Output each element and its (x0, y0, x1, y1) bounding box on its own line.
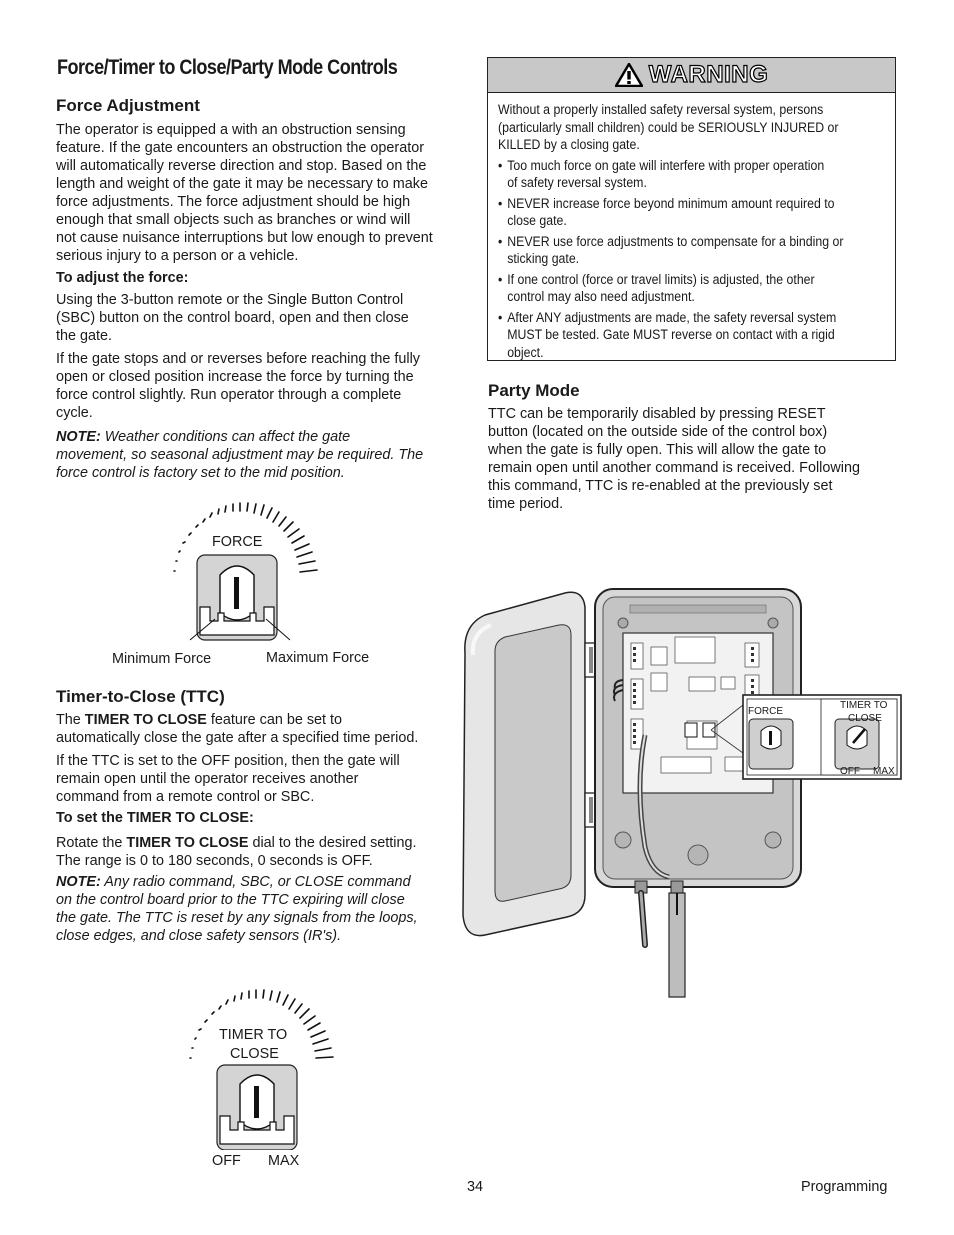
ttc-dial-illustration (180, 980, 350, 1150)
force-intro-paragraph: The operator is equipped a with an obstruction sensing feature. If the gate encounters an obstruction the operator will automatically reverse direction and stop. Based on the length and weight of the gate it may be necessary to make force adjustments. The force adjustment should be high enough that small objects such as branches or wind will not cause nuisance interruptions but low enough to prevent serious injury to a person or a vehicle. (56, 122, 433, 264)
ttc-paragraph-2: If the TTC is set to the OFF position, then the gate will remain open until the operator receives another command from a remote control or SBC. (56, 753, 400, 805)
warning-bullet-1: • Too much force on gate will interfere with proper operation of safety reversal system. (498, 157, 825, 190)
force-dial-illustration (160, 495, 340, 645)
party-mode-paragraph: TTC can be temporarily disabled by pressing RESET button (located on the outside side of the control box) when the gate is fully open. This will allow the gate to remain open until another command is received. Following this command, TTC is re-enabled at the previously set time period. (488, 406, 860, 512)
maximum-force-label: Maximum Force (266, 650, 370, 666)
warning-intro: Without a properly installed safety reversal system, persons (particularly small children) could be SERIOUSLY INJURED or KILLED by a closing gate. (498, 102, 839, 152)
control-box-illustration (455, 585, 905, 1005)
party-mode-heading: Party Mode (488, 381, 580, 400)
box-max-label: MAX (873, 766, 895, 777)
warning-box (487, 57, 896, 361)
ttc-dial-label-1: TIMER TO (219, 1027, 288, 1043)
ttc-dial-label-2: CLOSE (230, 1046, 279, 1062)
force-step2-paragraph: If the gate stops and or reverses before reaching the fully open or closed position increase the force by turning the force control slightly. Run operator through a complete cycle. (56, 351, 420, 421)
ttc-off-label: OFF (212, 1153, 241, 1169)
box-force-label: FORCE (748, 706, 783, 717)
force-note: NOTE: Weather conditions can affect the gate movement, so seasonal adjustment may be required. The force control is factory set to the mid position. (56, 429, 424, 481)
ttc-note: NOTE: Any radio command, SBC, or CLOSE command on the control board prior to the TTC expiring will close the gate. The TTC is reset by any signals from the loops, close edges, and close safety sensors (IR's). (56, 874, 418, 944)
force-step1-paragraph: Using the 3-button remote or the Single Button Control (SBC) button on the control board, open and then close the gate. (56, 292, 409, 344)
ttc-max-label: MAX (268, 1153, 300, 1169)
warning-bullet-5: • After ANY adjustments are made, the safety reversal system MUST be tested. Gate MUST reverse on contact with a rigid object. (498, 309, 837, 360)
box-ttc-label-2: CLOSE (848, 713, 882, 724)
section-label: Programming (801, 1179, 888, 1195)
warning-bullet-3: • NEVER use force adjustments to compensate for a binding or sticking gate. (498, 233, 844, 266)
force-dial-label: FORCE (212, 534, 263, 550)
warning-triangle-icon (615, 63, 643, 87)
minimum-force-label: Minimum Force (112, 651, 212, 667)
box-off-label: OFF (840, 766, 860, 777)
warning-body (498, 101, 890, 361)
page-number: 34 (467, 1179, 484, 1195)
box-ttc-label-1: TIMER TO (840, 700, 888, 711)
set-ttc-subheading: To set the TIMER TO CLOSE: (56, 810, 254, 826)
warning-header (488, 58, 895, 93)
adjust-force-subheading: To adjust the force: (56, 270, 189, 286)
warning-title: WARNING (648, 61, 769, 88)
warning-bullet-2: • NEVER increase force beyond minimum amount required to close gate. (498, 195, 835, 228)
ttc-paragraph-1: The TIMER TO CLOSE feature can be set to automatically close the gate after a specified time period. (56, 712, 419, 746)
page-title: Force/Timer to Close/Party Mode Controls (57, 56, 398, 79)
force-adjustment-heading: Force Adjustment (56, 96, 200, 115)
ttc-paragraph-3: Rotate the TIMER TO CLOSE dial to the desired setting. The range is 0 to 180 seconds, 0 seconds is OFF. (56, 835, 417, 869)
ttc-heading: Timer-to-Close (TTC) (56, 687, 225, 706)
warning-bullet-4: • If one control (force or travel limits) is adjusted, the other control may also need adjustment. (498, 271, 815, 304)
